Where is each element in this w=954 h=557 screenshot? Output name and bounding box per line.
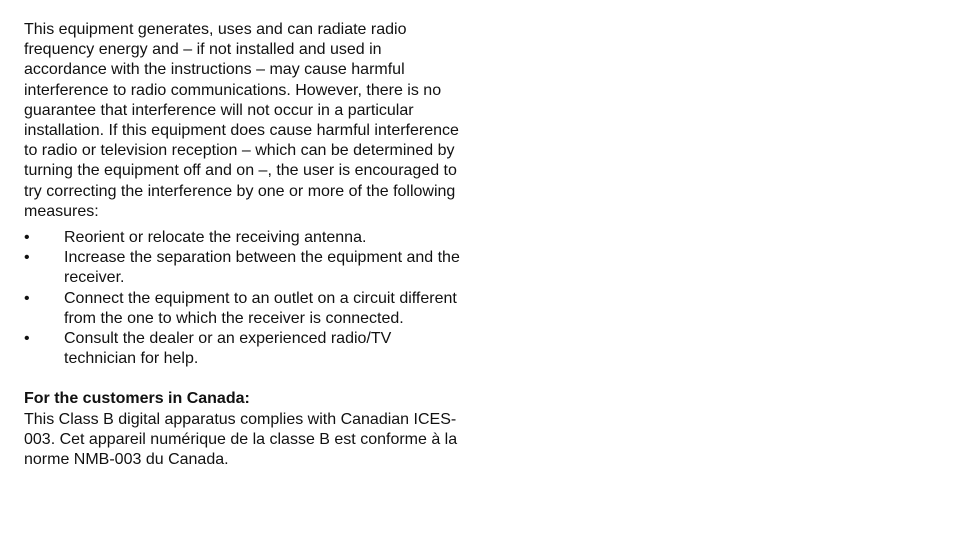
measure-text: Reorient or relocate the receiving antenna. (64, 229, 367, 247)
list-item (24, 248, 466, 288)
list-item (24, 329, 466, 369)
bullet-icon: • (24, 229, 30, 247)
list-item (24, 289, 466, 329)
bullet-icon: • (24, 249, 30, 267)
interference-intro-paragraph: This equipment generates, uses and can radiate radio frequency energy and – if not installed and used in accordance with the instructions – may cause harmful interference to radio communications. However, there is no guarantee that interference will not occur in a particular installation. If this equipment does cause harmful interference to radio or television reception – which can be determined by turning the equipment off and on –, the user is encouraged to try correcting the interference by one or more of the following measures: (24, 21, 459, 220)
measure-text: Consult the dealer or an experienced radio/TV technician for help. (64, 330, 392, 368)
section-spacer (24, 369, 466, 389)
measure-text: Connect the equipment to an outlet on a circuit different from the one to which the receiver is connected. (64, 289, 457, 327)
bullet-icon: • (24, 330, 30, 348)
measures-list (24, 228, 466, 369)
canada-compliance-paragraph: This Class B digital apparatus complies with Canadian ICES-003. Cet appareil numérique de la classe B est conforme à la norme NMB-003 du Canada. (24, 410, 458, 469)
bullet-icon: • (24, 289, 30, 307)
list-item (24, 228, 466, 248)
regulatory-notice (24, 20, 466, 470)
measure-text: Increase the separation between the equipment and the receiver. (64, 249, 460, 287)
canada-heading: For the customers in Canada: (24, 390, 250, 408)
